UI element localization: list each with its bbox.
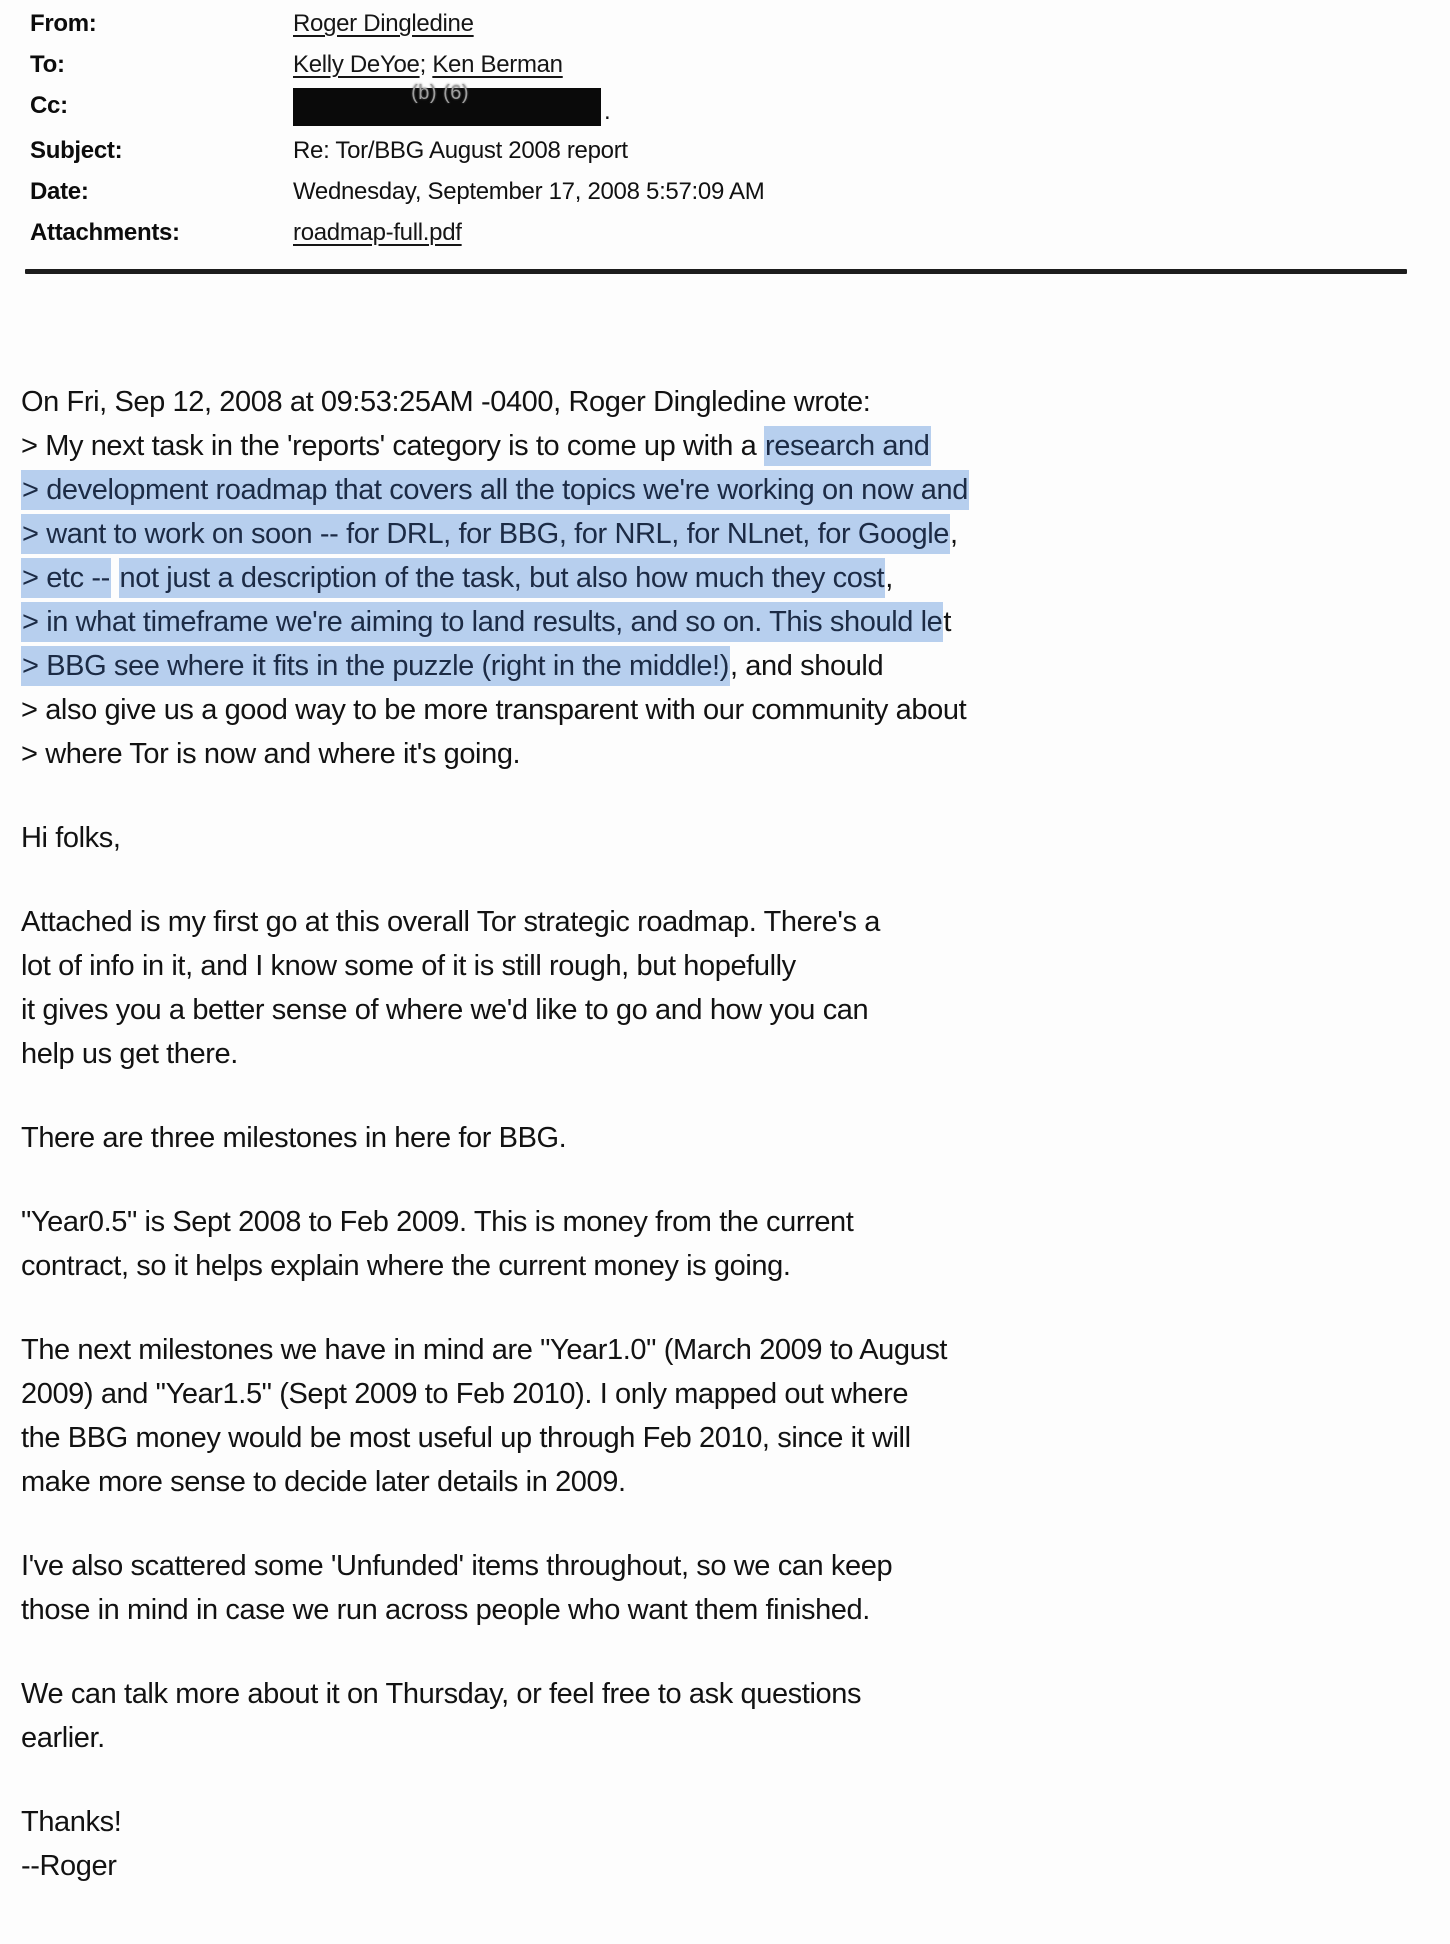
body-paragraph [21,1672,1450,1760]
body-text-segment: There are three milestones in here for BBG. [21,1122,567,1154]
body-paragraph [21,1200,1450,1288]
from-label: From: [30,10,97,37]
body-line [21,1032,1450,1076]
body-text-segment: those in mind in case we run across people who want them finished. [21,1594,870,1626]
redaction-exemption-code: (b) (6) [411,82,470,104]
body-line [21,1372,1450,1416]
body-line [21,512,1450,556]
body-text-segment: , and should [729,650,884,682]
body-text-segment: Thanks! [21,1806,122,1838]
body-line [21,1460,1450,1504]
header-row-subject [30,137,1450,167]
body-line [21,468,1450,512]
body-paragraph [21,1116,1450,1160]
header-row-date [30,178,1450,208]
body-line [21,944,1450,988]
to-link-ken-berman[interactable]: Ken Berman [432,51,563,78]
date-value: Wednesday, September 17, 2008 5:57:09 AM [293,178,765,205]
body-text-segment: , [885,562,893,594]
body-text-segment: 2009) and "Year1.5" (Sept 2009 to Feb 2010). I only mapped out where [21,1378,909,1410]
body-paragraph [21,380,1450,776]
body-text-segment: , [950,518,958,550]
body-text-segment: contract, so it helps explain where the current money is going. [21,1250,791,1282]
header-row-from [30,10,1450,40]
body-line [21,1544,1450,1588]
body-text-segment: On Fri, Sep 12, 2008 at 09:53:25AM -0400, Roger Dingledine wrote: [21,386,871,418]
highlighted-text: > BBG see where it fits in the puzzle (right in the middle!) [21,646,730,686]
body-line [21,1116,1450,1160]
attachment-link[interactable]: roadmap-full.pdf [293,219,462,246]
body-text-segment: help us get there. [21,1038,238,1070]
body-line [21,816,1450,860]
date-label: Date: [30,178,89,205]
header-row-attachments [30,219,1450,249]
body-line [21,732,1450,776]
highlighted-text: > etc -- [21,558,111,598]
body-text-segment: We can talk more about it on Thursday, or feel free to ask questions [21,1678,862,1710]
email-body [0,274,1450,1888]
cc-trailing-period: . [604,98,611,125]
body-text-segment: earlier. [21,1722,105,1754]
body-line [21,1328,1450,1372]
body-line [21,380,1450,424]
body-line [21,424,1450,468]
highlighted-text: not just a description of the task, but also how much they cost [119,558,886,598]
body-line [21,1200,1450,1244]
header-row-cc [30,82,1450,126]
body-text-segment: "Year0.5" is Sept 2008 to Feb 2009. This is money from the current [21,1206,854,1238]
body-paragraph [21,816,1450,860]
subject-value: Re: Tor/BBG August 2008 report [293,137,628,164]
body-text-segment: --Roger [21,1850,117,1882]
email-header [0,0,1450,249]
highlighted-text: > want to work on soon -- for DRL, for BBG, for NRL, for NLnet, for Google [21,514,950,554]
body-line [21,1672,1450,1716]
body-line [21,556,1450,600]
body-line [21,688,1450,732]
body-text-segment: > My next task in the 'reports' category is to come up with a [21,430,765,462]
body-paragraph [21,1800,1450,1888]
body-paragraph [21,1328,1450,1504]
recipient-separator: ; [419,51,433,78]
body-line [21,644,1450,688]
body-text-segment: The next milestones we have in mind are "Year1.0" (March 2009 to August [21,1334,948,1366]
body-text-segment: the BBG money would be most useful up through Feb 2010, since it will [21,1422,911,1454]
body-text-segment: Attached is my first go at this overall Tor strategic roadmap. There's a [21,906,880,938]
body-text-segment: > also give us a good way to be more transparent with our community about [21,694,967,726]
cc-label: Cc: [30,92,68,119]
body-line [21,988,1450,1032]
subject-label: Subject: [30,137,123,164]
body-paragraph [21,1544,1450,1632]
body-line [21,1716,1450,1760]
header-row-to [30,51,1450,81]
body-text-segment [111,562,119,594]
body-text-segment: I've also scattered some 'Unfunded' items throughout, so we can keep [21,1550,893,1582]
body-text-segment: t [943,606,952,638]
body-text-segment: make more sense to decide later details in 2009. [21,1466,626,1498]
body-line [21,1416,1450,1460]
to-link-kelly-deyoe[interactable]: Kelly DeYoe [293,51,420,78]
body-line [21,1800,1450,1844]
body-line [21,1588,1450,1632]
body-text-segment: > where Tor is now and where it's going. [21,738,521,770]
highlighted-text: research and [764,426,930,466]
body-text-segment: it gives you a better sense of where we'd like to go and how you can [21,994,869,1026]
body-line [21,1844,1450,1888]
highlighted-text: > in what timeframe we're aiming to land results, and so on. This should le [21,602,943,642]
highlighted-text: > development roadmap that covers all the topics we're working on now and [21,470,969,510]
body-line [21,1244,1450,1288]
cc-redaction-bar [293,82,601,126]
body-text-segment: Hi folks, [21,822,121,854]
to-label: To: [30,51,65,78]
body-text-segment: lot of info in it, and I know some of it is still rough, but hopefully [21,950,796,982]
attachments-label: Attachments: [30,219,180,246]
from-link[interactable]: Roger Dingledine [293,10,474,37]
body-line [21,900,1450,944]
body-line [21,600,1450,644]
body-paragraph [21,900,1450,1076]
